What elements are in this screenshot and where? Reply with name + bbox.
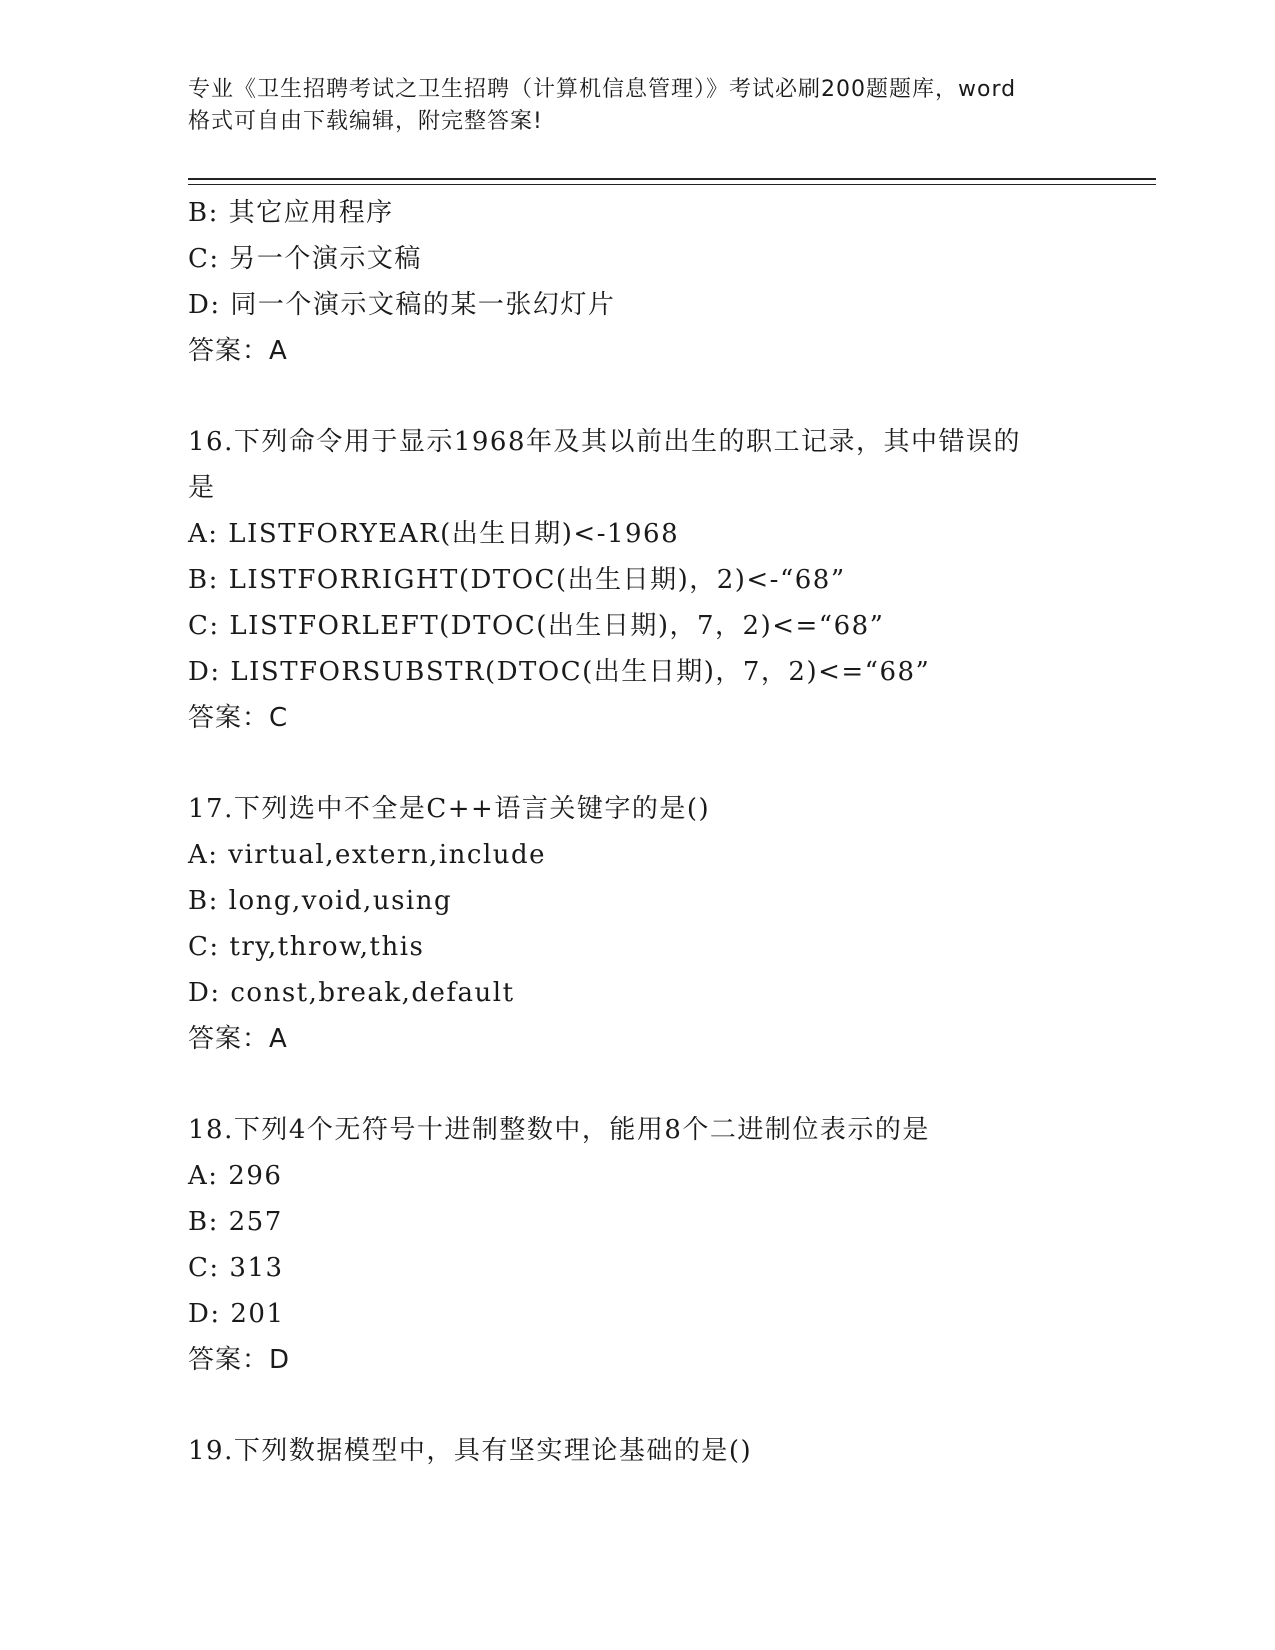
answer-label: 答案：D — [188, 1345, 291, 1375]
question-17-block — [188, 786, 1088, 1062]
option-d: D: 201 — [188, 1299, 285, 1329]
header-title-line-2: 格式可自由下载编辑，附完整答案! — [188, 109, 543, 134]
answer-label: 答案：C — [188, 703, 289, 733]
header-title-line-1: 专业《卫生招聘考试之卫生招聘（计算机信息管理）》考试必刷200题题库，word — [188, 77, 1017, 102]
option-a: A: 296 — [188, 1161, 283, 1191]
option-a: A: virtual,extern,include — [188, 840, 547, 870]
question-16-block — [188, 419, 1088, 741]
question-stem: 19.下列数据模型中，具有坚实理论基础的是() — [188, 1436, 753, 1466]
question-stem: 18.下列4个无符号十进制整数中，能用8个二进制位表示的是 — [188, 1115, 930, 1145]
question-19-block — [188, 1428, 1088, 1474]
option-c: C: try,throw,this — [188, 932, 425, 962]
option-d: D: 同一个演示文稿的某一张幻灯片 — [188, 290, 616, 320]
question-stem: 17.下列选中不全是C++语言关键字的是() — [188, 794, 711, 824]
document-header — [188, 74, 1088, 138]
option-a: A: LISTFORYEAR(出生日期)<-1968 — [188, 519, 680, 549]
answer-label: 答案：A — [188, 1024, 288, 1054]
spacer — [188, 741, 1088, 786]
spacer — [188, 1383, 1088, 1428]
header-divider-thick — [188, 178, 1156, 180]
option-b: B: 其它应用程序 — [188, 198, 394, 228]
option-b: B: long,void,using — [188, 886, 453, 916]
question-15-block — [188, 190, 1088, 374]
spacer — [188, 374, 1088, 419]
option-d: D: LISTFORSUBSTR(DTOC(出生日期)，7，2)<=“68” — [188, 657, 931, 687]
option-b: B: LISTFORRIGHT(DTOC(出生日期)，2)<-“68” — [188, 565, 846, 595]
question-18-block — [188, 1107, 1088, 1383]
answer-label: 答案：A — [188, 336, 288, 366]
option-b: B: 257 — [188, 1207, 283, 1237]
question-list — [188, 190, 1088, 1474]
option-c: C: LISTFORLEFT(DTOC(出生日期)，7，2)<=“68” — [188, 611, 885, 641]
question-stem-line-1: 16.下列命令用于显示1968年及其以前出生的职工记录，其中错误的 — [188, 427, 1022, 457]
option-d: D: const,break,default — [188, 978, 515, 1008]
header-divider-thin — [188, 184, 1156, 185]
spacer — [188, 1062, 1088, 1107]
question-stem-line-2: 是 — [188, 473, 216, 503]
option-c: C: 另一个演示文稿 — [188, 244, 422, 274]
option-c: C: 313 — [188, 1253, 284, 1283]
